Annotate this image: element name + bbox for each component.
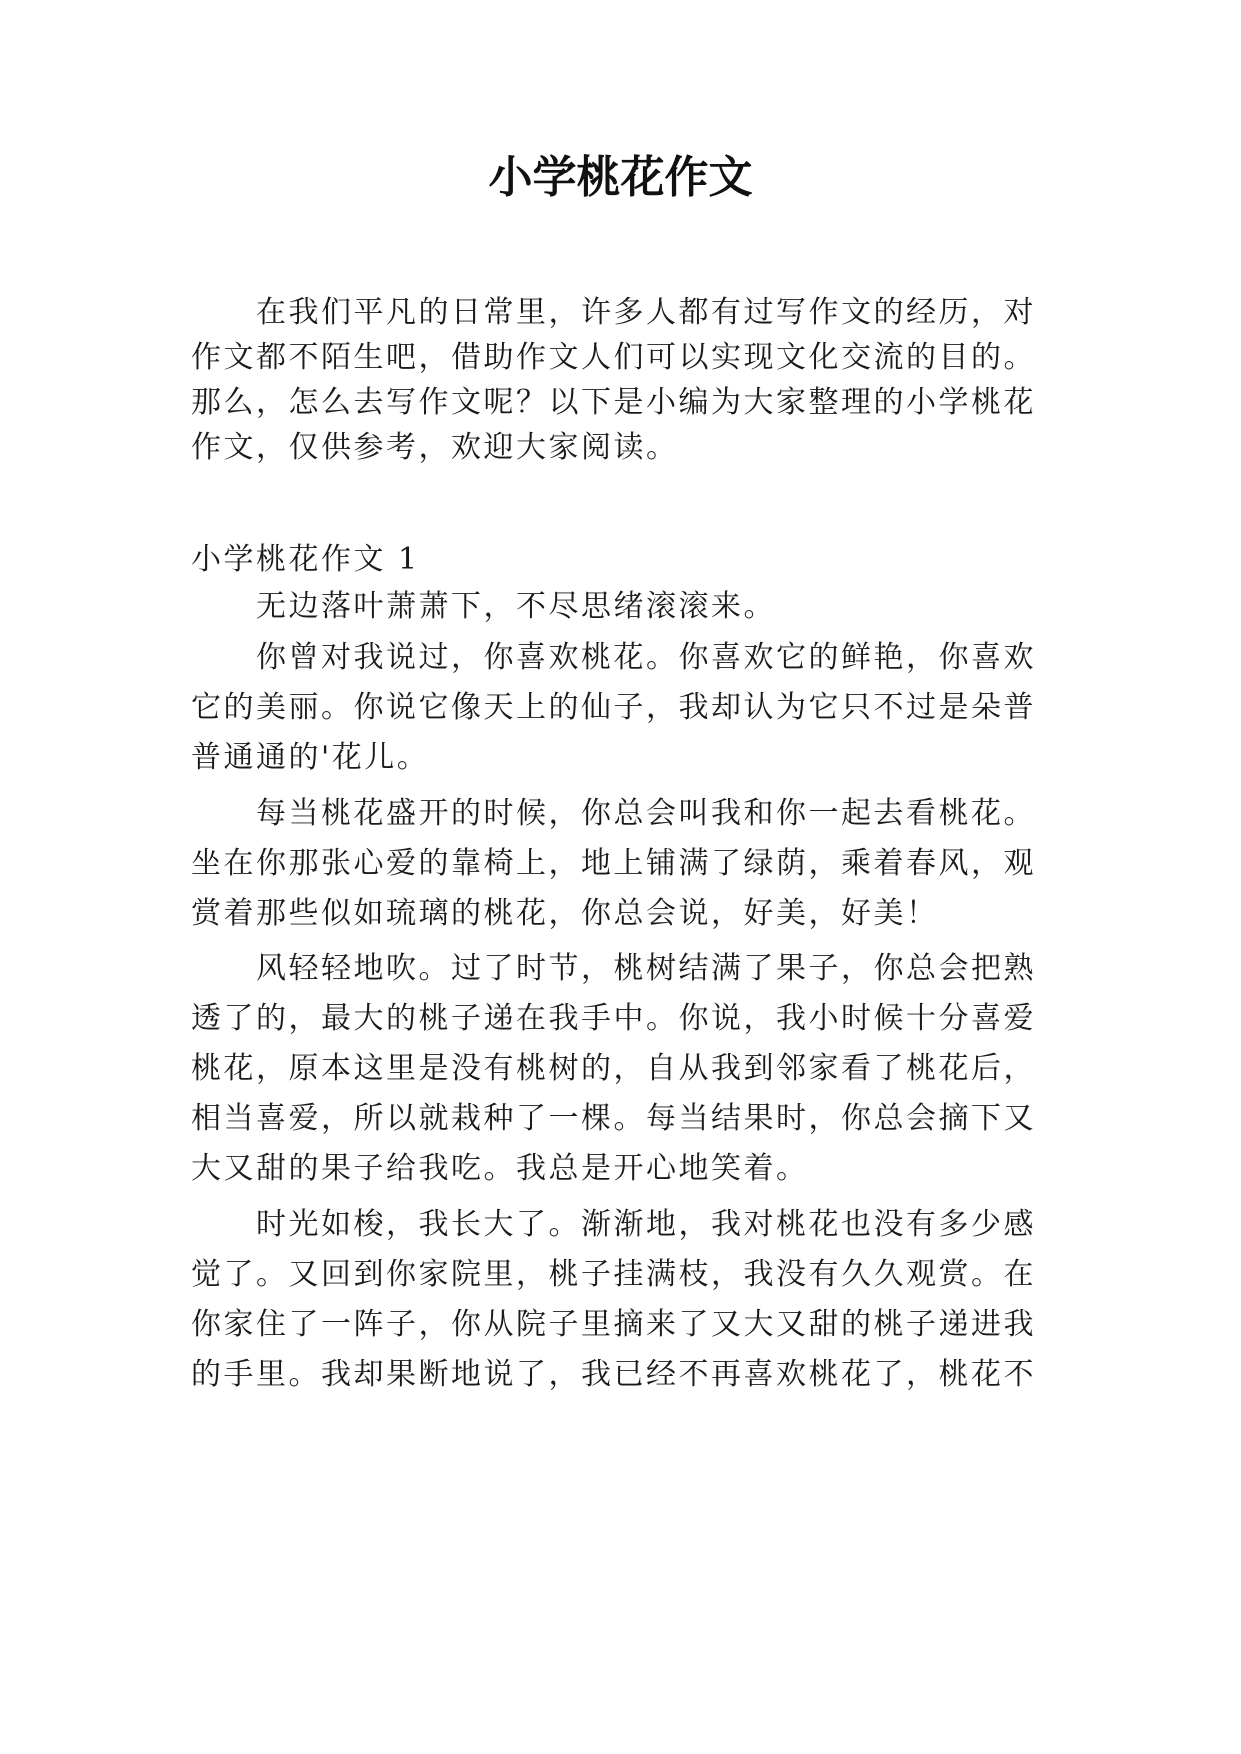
intro-line: 那么，怎么去写作文呢？以下是小编为大家整理的小学桃花 bbox=[191, 385, 1036, 420]
body-line: 你家住了一阵子，你从院子里摘来了又大又甜的桃子递进我 bbox=[191, 1307, 1036, 1342]
body-line: 普通通的'花儿。 bbox=[191, 740, 430, 775]
section-heading: 小学桃花作文 1 bbox=[191, 542, 420, 577]
body-line: 坐在你那张心爱的靠椅上，地上铺满了绿荫，乘着春风，观 bbox=[191, 846, 1036, 881]
body-line: 无边落叶萧萧下，不尽思绪滚滚来。 bbox=[256, 589, 776, 624]
body-line: 大又甜的果子给我吃。我总是开心地笑着。 bbox=[191, 1151, 809, 1186]
body-line: 相当喜爱，所以就栽种了一棵。每当结果时，你总会摘下又 bbox=[191, 1101, 1036, 1136]
body-line: 觉了。又回到你家院里，桃子挂满枝，我没有久久观赏。在 bbox=[191, 1257, 1036, 1292]
body-line: 每当桃花盛开的时候，你总会叫我和你一起去看桃花。 bbox=[256, 796, 1036, 831]
body-line: 赏着那些似如琉璃的桃花，你总会说，好美，好美！ bbox=[191, 896, 939, 931]
body-line: 风轻轻地吹。过了时节，桃树结满了果子，你总会把熟 bbox=[256, 951, 1036, 986]
body-line: 你曾对我说过，你喜欢桃花。你喜欢它的鲜艳，你喜欢 bbox=[256, 640, 1036, 675]
body-line: 透了的，最大的桃子递在我手中。你说，我小时候十分喜爱 bbox=[191, 1001, 1036, 1036]
intro-line: 作文都不陌生吧，借助作文人们可以实现文化交流的目的。 bbox=[191, 340, 1036, 375]
intro-line: 作文，仅供参考，欢迎大家阅读。 bbox=[191, 430, 679, 465]
body-line: 它的美丽。你说它像天上的仙子，我却认为它只不过是朵普 bbox=[191, 690, 1036, 725]
body-line: 桃花，原本这里是没有桃树的，自从我到邻家看了桃花后， bbox=[191, 1051, 1036, 1086]
body-line: 时光如梭，我长大了。渐渐地，我对桃花也没有多少感 bbox=[256, 1207, 1036, 1242]
document-title: 小学桃花作文 bbox=[488, 152, 753, 203]
body-line: 的手里。我却果断地说了，我已经不再喜欢桃花了，桃花不 bbox=[191, 1357, 1036, 1392]
intro-line: 在我们平凡的日常里，许多人都有过写作文的经历，对 bbox=[256, 295, 1036, 330]
